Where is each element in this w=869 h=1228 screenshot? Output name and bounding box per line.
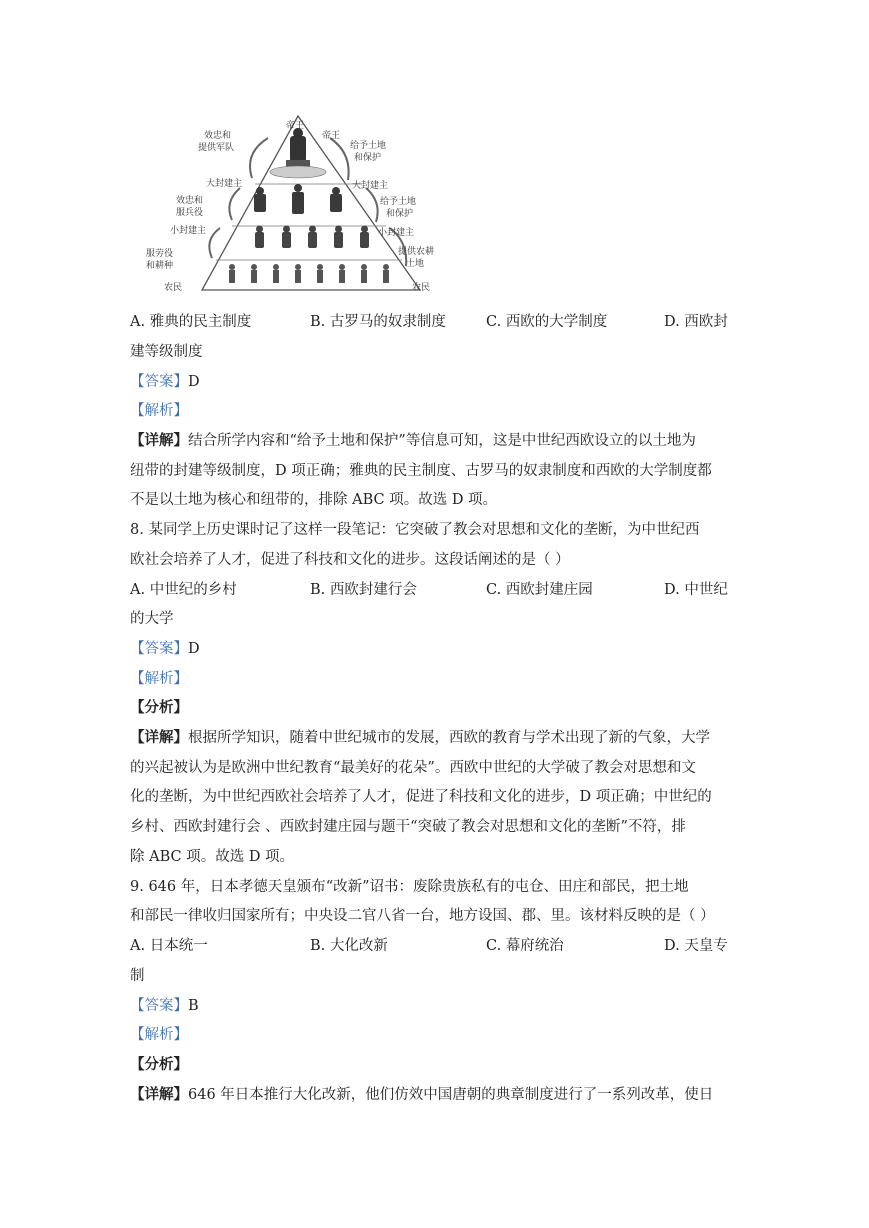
q8-detail-line-2: 的兴起被认为是欧洲中世纪教育“最美好的花朵”。西欧中世纪的大学破了教会对思想和文 xyxy=(130,760,696,776)
left-label-7: 服劳役 xyxy=(146,249,174,259)
answer-tag: 【答案】 xyxy=(130,641,188,657)
right-label-2: 给予土地 xyxy=(350,141,387,151)
arrow-left-1 xyxy=(250,138,268,178)
q7-detail-line-2: 纽带的封建等级制度，D 项正确；雅典的民主制度、古罗马的奴隶制度和西欧的大学制度都 xyxy=(130,463,712,479)
q8-detail-line-5: 除 ABC 项。故选 D 项。 xyxy=(130,849,295,865)
right-label-7: 小封建主 xyxy=(378,228,415,238)
detail-text: 结合所学内容和“给予土地和保护”等信息可知，这是中世纪西欧设立的以土地为 xyxy=(188,433,696,449)
q8-analysis-tag: 【解析】 xyxy=(130,671,188,687)
answer-tag: 【答案】 xyxy=(130,998,188,1014)
q8-option-a: A. 中世纪的乡村 xyxy=(130,582,237,598)
left-label-1: 效忠和 xyxy=(204,131,232,141)
left-label-3: 大封建主 xyxy=(206,179,243,189)
q7-option-c: C. 西欧的大学制度 xyxy=(486,314,608,330)
great-lord-figures xyxy=(254,184,342,214)
q7-option-d: D. 西欧封 xyxy=(664,314,728,330)
arrow-left-2 xyxy=(229,188,240,220)
right-label-3: 和保护 xyxy=(354,153,382,163)
q9-analysis-tag: 【解析】 xyxy=(130,1027,188,1043)
q9-option-d: D. 天皇专 xyxy=(664,938,728,954)
arrow-right-1 xyxy=(330,138,349,180)
q7-option-a: A. 雅典的民主制度 xyxy=(130,314,252,330)
q8-option-c: C. 西欧封建庄园 xyxy=(486,582,593,598)
q7-analysis-tag: 【解析】 xyxy=(130,403,188,419)
feudal-hierarchy-diagram xyxy=(140,108,440,300)
detail-text: 根据所学知识，随着中世纪城市的发展，西欧的教育与学术出现了新的气象，大学 xyxy=(188,730,710,746)
emperor-platform xyxy=(270,166,326,178)
q9-option-b: B. 大化改新 xyxy=(310,938,388,954)
right-label-8: 提供农耕 xyxy=(398,247,435,257)
detail-text: 646 年日本推行大化改新，他们仿效中国唐朝的典章制度进行了一系列改革，使日 xyxy=(188,1087,714,1103)
answer-tag: 【答案】 xyxy=(130,374,188,390)
right-label-5: 给予土地 xyxy=(380,197,417,207)
q9-fenxi-tag: 【分析】 xyxy=(130,1056,188,1073)
left-label-4: 效忠和 xyxy=(176,196,204,206)
answer-value: D xyxy=(188,374,200,390)
q8-fenxi-tag: 【分析】 xyxy=(130,699,188,716)
arrow-right-2 xyxy=(366,188,378,222)
right-label-4: 大封建主 xyxy=(352,181,389,191)
q8-detail-line-3: 化的垄断，为中世纪西欧社会培养了人才，促进了科技和文化的进步，D 项正确；中世纪的 xyxy=(130,789,712,805)
q9-option-wrap: 制 xyxy=(130,968,145,984)
q9-option-a: A. 日本统一 xyxy=(130,938,208,954)
small-lord-figures xyxy=(255,226,369,249)
q7-option-wrap: 建等级制度 xyxy=(130,344,203,360)
detail-tag: 【详解】 xyxy=(130,432,188,449)
detail-tag: 【详解】 xyxy=(130,729,188,746)
emperor-figure xyxy=(286,128,310,168)
right-label-1: 帝王 xyxy=(322,131,341,141)
apex-label: 帝王 xyxy=(286,121,305,131)
q9-detail-line-1 xyxy=(130,1085,740,1105)
answer-value: D xyxy=(188,641,200,657)
q8-option-b: B. 西欧封建行会 xyxy=(310,582,417,598)
q8-detail-line-1 xyxy=(130,728,740,748)
right-label-6: 和保护 xyxy=(386,209,414,219)
q9-stem-line-2: 和部民一律收归国家所有；中央设二官八省一台，地方设国、郡、里。该材料反映的是（ ） xyxy=(130,908,715,924)
q9-stem-line-1: 9. 646 年，日本孝德天皇颁布“改新”诏书：废除贵族私有的屯仓、田庄和部民，把土地 xyxy=(130,879,689,895)
detail-tag: 【详解】 xyxy=(130,1086,188,1103)
peasant-figures xyxy=(229,264,389,283)
q7-option-b: B. 古罗马的奴隶制度 xyxy=(310,314,446,330)
left-label-6: 小封建主 xyxy=(170,226,207,236)
q7-detail-line-1 xyxy=(130,431,740,451)
left-label-2: 提供军队 xyxy=(198,143,235,153)
left-label-9: 农民 xyxy=(164,283,183,293)
arrow-left-3 xyxy=(209,228,220,258)
q8-stem-line-1: 8. 某同学上历史课时记了这样一段笔记：它突破了教会对思想和文化的垄断，为中世纪西 xyxy=(130,522,700,538)
answer-value: B xyxy=(188,998,199,1014)
q7-detail-line-3: 不是以土地为核心和纽带的，排除 ABC 项。故选 D 项。 xyxy=(130,492,498,508)
q8-stem-line-2: 欧社会培养了人才，促进了科技和文化的进步。这段话阐述的是（ ） xyxy=(130,552,570,568)
q7-answer-line xyxy=(130,372,740,392)
left-label-8: 和耕种 xyxy=(146,261,174,271)
q9-answer-line xyxy=(130,996,740,1016)
right-label-10: 农民 xyxy=(412,283,431,293)
q8-answer-line xyxy=(130,639,740,659)
left-label-5: 服兵役 xyxy=(176,208,204,218)
q8-option-wrap: 的大学 xyxy=(130,611,174,627)
q9-option-c: C. 幕府统治 xyxy=(486,938,564,954)
q8-detail-line-4: 乡村、西欧封建行会 、西欧封建庄园与题干“突破了教会对思想和文化的垄断”不符，排 xyxy=(130,819,686,835)
q8-option-d: D. 中世纪 xyxy=(664,582,728,598)
right-label-9: 土地 xyxy=(406,259,425,269)
